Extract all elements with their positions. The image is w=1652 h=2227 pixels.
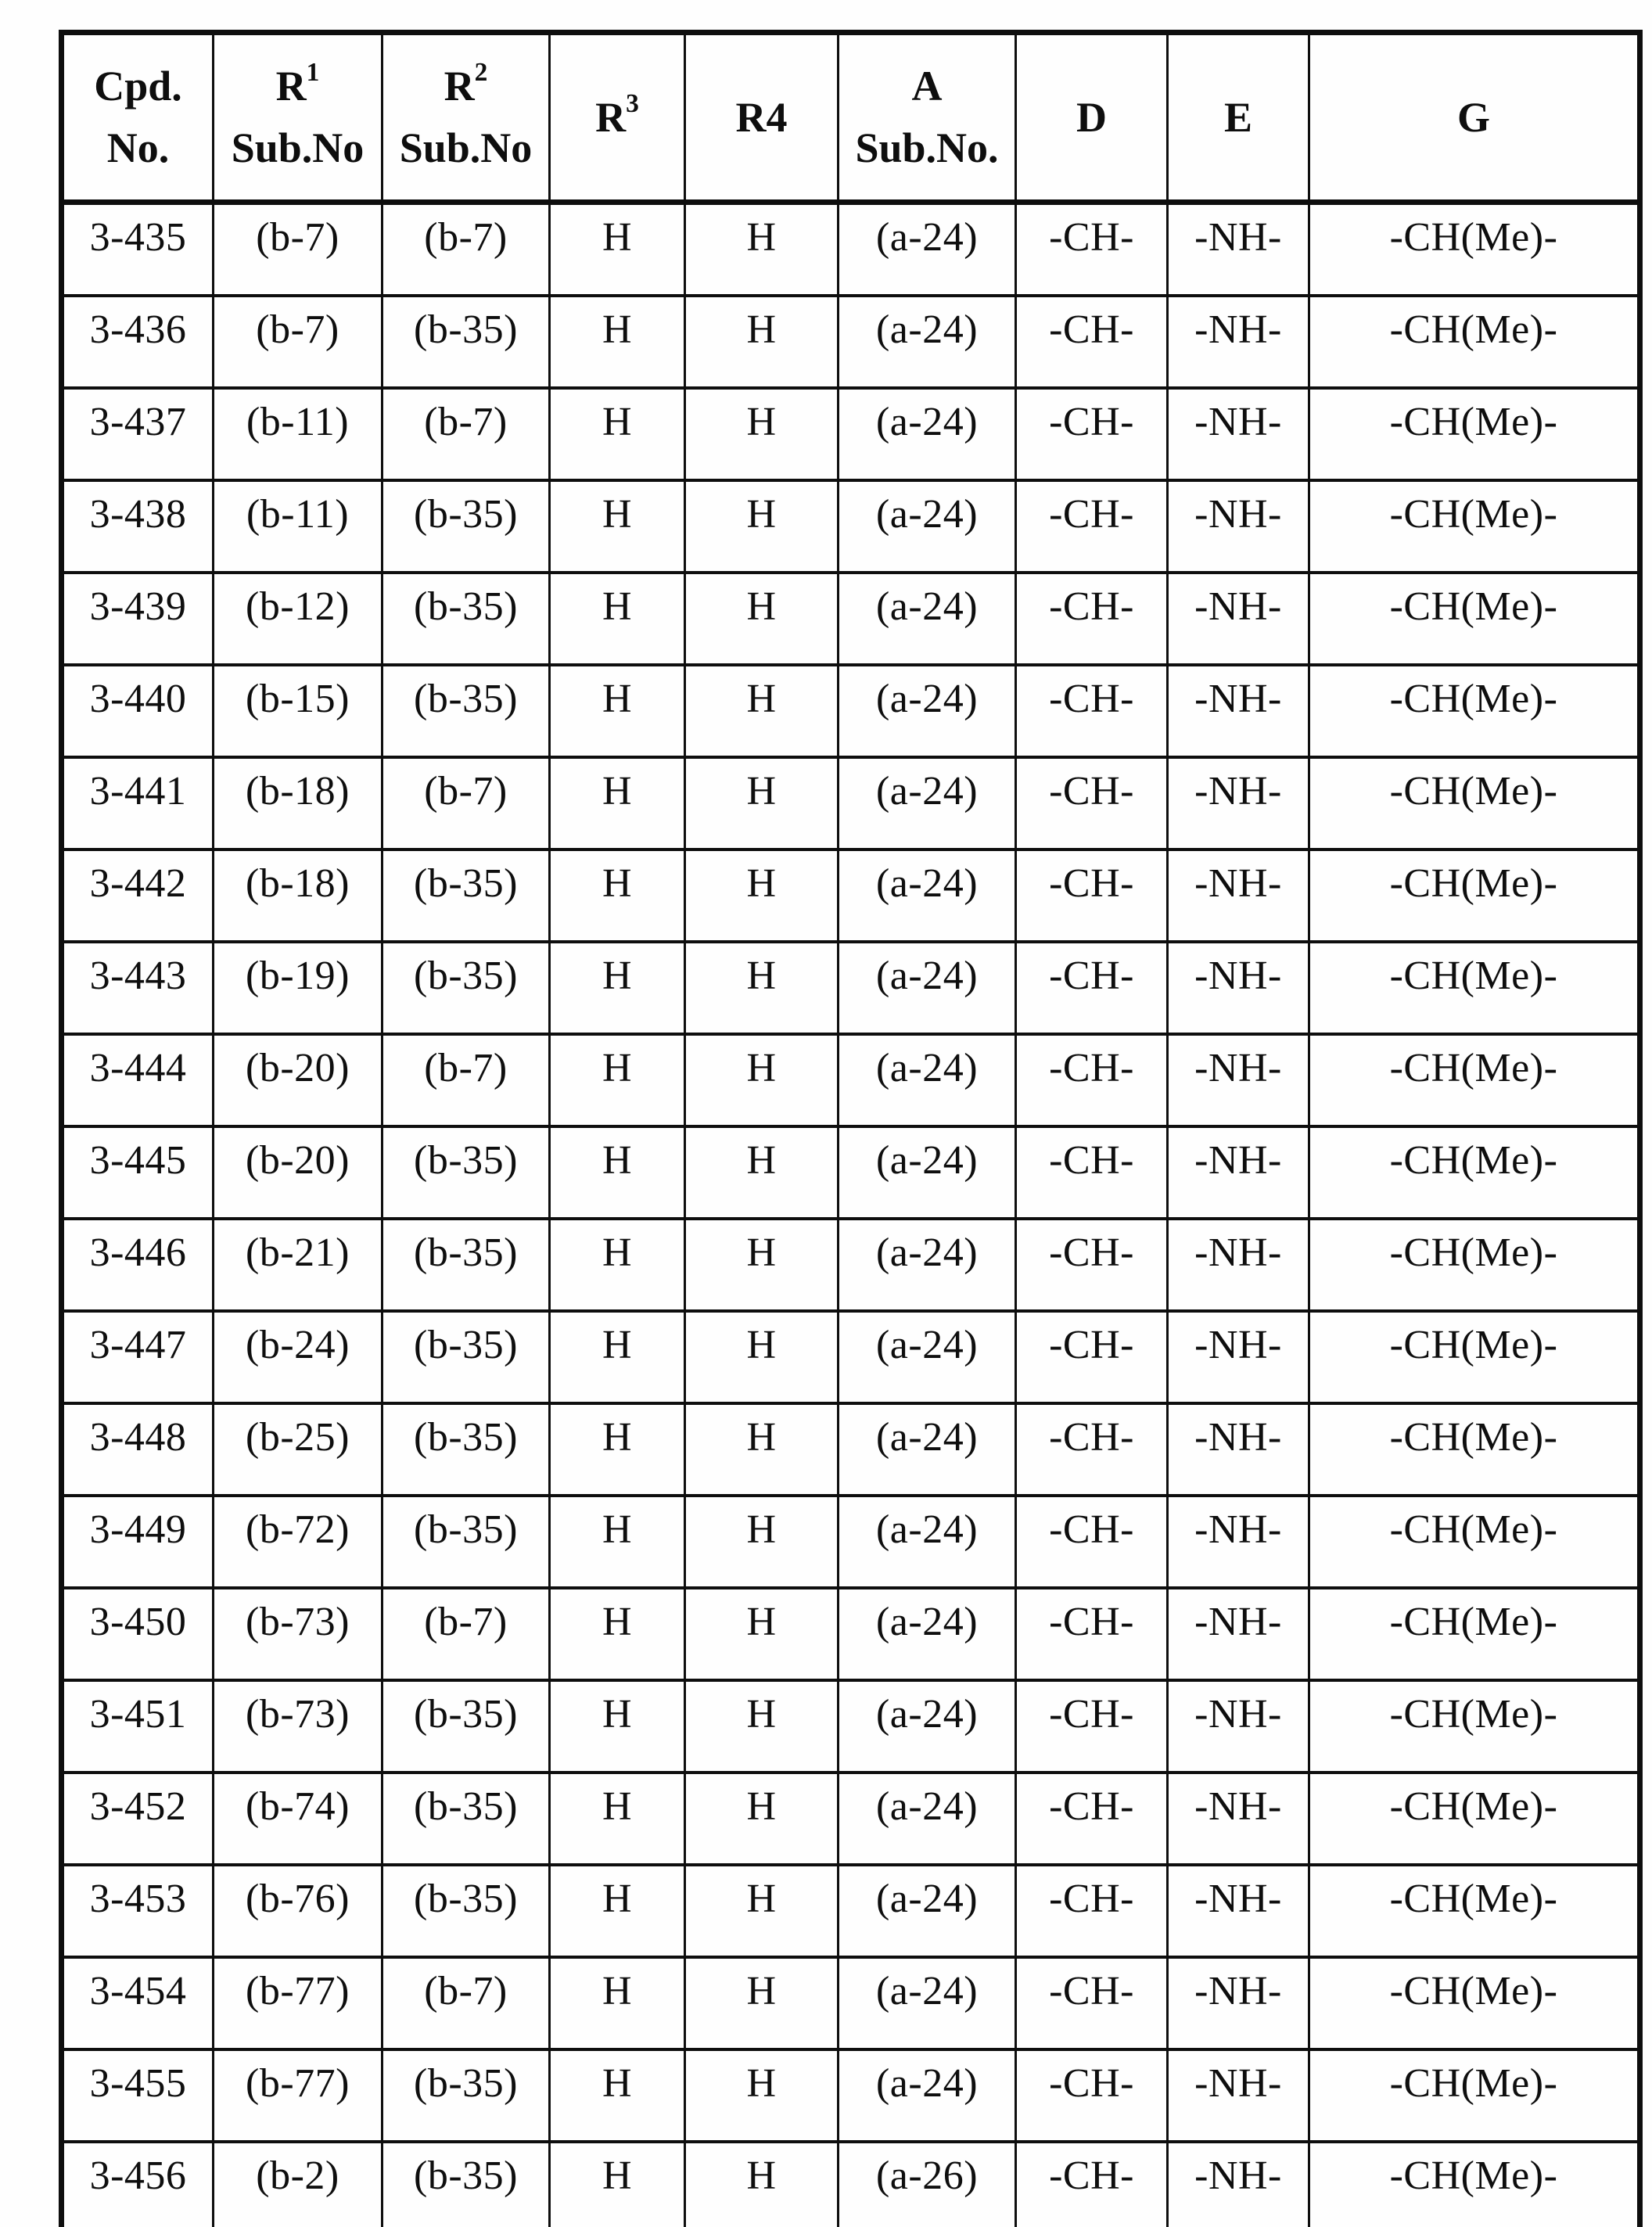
header-g-label: G bbox=[1456, 93, 1490, 141]
table-cell: -CH(Me)- bbox=[1309, 2142, 1640, 2227]
table-cell: (b-73) bbox=[214, 1588, 382, 1680]
table-row bbox=[62, 1680, 1640, 1773]
table-cell: (b-35) bbox=[382, 2049, 550, 2142]
header-e bbox=[1168, 33, 1309, 203]
table-cell: -NH- bbox=[1168, 573, 1309, 665]
table-cell: (a-24) bbox=[839, 203, 1016, 296]
table-cell: -CH- bbox=[1016, 2049, 1168, 2142]
header-a-subno bbox=[839, 33, 1016, 203]
table-cell: H bbox=[685, 1403, 839, 1496]
table-cell: (b-11) bbox=[214, 480, 382, 573]
table-cell: 3-448 bbox=[62, 1403, 214, 1496]
table-cell: -CH(Me)- bbox=[1309, 296, 1640, 388]
table-cell: 3-435 bbox=[62, 203, 214, 296]
table-cell: H bbox=[685, 203, 839, 296]
table-cell: -NH- bbox=[1168, 2049, 1309, 2142]
table-cell: 3-454 bbox=[62, 1957, 214, 2049]
table-cell: -CH(Me)- bbox=[1309, 1496, 1640, 1588]
table-cell: (b-25) bbox=[214, 1403, 382, 1496]
header-a-line2: Sub.No. bbox=[855, 124, 999, 171]
table-row bbox=[62, 1588, 1640, 1680]
header-r3-sup: 3 bbox=[626, 88, 639, 118]
table-cell: (b-35) bbox=[382, 665, 550, 757]
table-cell: -CH(Me)- bbox=[1309, 1865, 1640, 1957]
table-cell: H bbox=[550, 388, 685, 480]
table-cell: (a-24) bbox=[839, 1588, 1016, 1680]
table-cell: -NH- bbox=[1168, 942, 1309, 1034]
table-cell: (b-35) bbox=[382, 942, 550, 1034]
table-cell: (b-21) bbox=[214, 1219, 382, 1311]
table-cell: 3-436 bbox=[62, 296, 214, 388]
table-cell: (b-18) bbox=[214, 757, 382, 849]
table-cell: 3-447 bbox=[62, 1311, 214, 1403]
table-row bbox=[62, 2142, 1640, 2227]
table-cell: 3-442 bbox=[62, 849, 214, 942]
table-cell: -CH- bbox=[1016, 1588, 1168, 1680]
table-cell: 3-456 bbox=[62, 2142, 214, 2227]
table-row bbox=[62, 388, 1640, 480]
table-cell: -CH(Me)- bbox=[1309, 1588, 1640, 1680]
table-cell: (a-24) bbox=[839, 1311, 1016, 1403]
table-cell: -CH(Me)- bbox=[1309, 757, 1640, 849]
table-cell: (b-7) bbox=[382, 388, 550, 480]
table-cell: 3-449 bbox=[62, 1496, 214, 1588]
header-r2-subno bbox=[382, 33, 550, 203]
table-row bbox=[62, 296, 1640, 388]
table-cell: H bbox=[550, 1865, 685, 1957]
table-row bbox=[62, 1496, 1640, 1588]
table-cell: H bbox=[685, 1219, 839, 1311]
table-cell: H bbox=[685, 388, 839, 480]
header-r2-label bbox=[444, 58, 488, 110]
table-cell: -CH- bbox=[1016, 1034, 1168, 1126]
table-cell: H bbox=[550, 1680, 685, 1773]
table-row bbox=[62, 942, 1640, 1034]
table-row bbox=[62, 1957, 1640, 2049]
table-cell: 3-451 bbox=[62, 1680, 214, 1773]
table-cell: -CH(Me)- bbox=[1309, 2049, 1640, 2142]
table-cell: (b-77) bbox=[214, 1957, 382, 2049]
table-cell: (b-12) bbox=[214, 573, 382, 665]
compound-table bbox=[59, 30, 1643, 2227]
table-cell: -CH(Me)- bbox=[1309, 480, 1640, 573]
table-cell: (b-20) bbox=[214, 1126, 382, 1219]
table-cell: -NH- bbox=[1168, 296, 1309, 388]
table-cell: H bbox=[550, 942, 685, 1034]
table-cell: H bbox=[685, 757, 839, 849]
table-cell: (b-76) bbox=[214, 1865, 382, 1957]
table-cell: (a-24) bbox=[839, 1403, 1016, 1496]
table-cell: (a-24) bbox=[839, 1773, 1016, 1865]
table-row bbox=[62, 1865, 1640, 1957]
header-d bbox=[1016, 33, 1168, 203]
table-cell: -CH- bbox=[1016, 1865, 1168, 1957]
table-cell: (a-24) bbox=[839, 2049, 1016, 2142]
table-row bbox=[62, 1219, 1640, 1311]
table-cell: -CH(Me)- bbox=[1309, 942, 1640, 1034]
table-cell: (b-35) bbox=[382, 1865, 550, 1957]
table-row bbox=[62, 480, 1640, 573]
header-r3-base: R bbox=[595, 93, 627, 141]
table-cell: -CH- bbox=[1016, 2142, 1168, 2227]
table-cell: -CH- bbox=[1016, 665, 1168, 757]
table-cell: H bbox=[685, 296, 839, 388]
table-cell: (b-7) bbox=[214, 296, 382, 388]
table-cell: -CH- bbox=[1016, 1311, 1168, 1403]
table-cell: -NH- bbox=[1168, 849, 1309, 942]
table-cell: (a-24) bbox=[839, 388, 1016, 480]
table-row bbox=[62, 1034, 1640, 1126]
table-row bbox=[62, 849, 1640, 942]
table-cell: -NH- bbox=[1168, 757, 1309, 849]
table-cell: -CH- bbox=[1016, 203, 1168, 296]
table-cell: H bbox=[550, 573, 685, 665]
table-cell: (a-24) bbox=[839, 665, 1016, 757]
header-r1-subno bbox=[214, 33, 382, 203]
table-cell: (a-24) bbox=[839, 573, 1016, 665]
table-cell: H bbox=[550, 1773, 685, 1865]
table-cell: -CH- bbox=[1016, 480, 1168, 573]
table-row bbox=[62, 1311, 1640, 1403]
table-cell: H bbox=[550, 1588, 685, 1680]
table-cell: H bbox=[685, 942, 839, 1034]
table-cell: -NH- bbox=[1168, 388, 1309, 480]
table-cell: (b-35) bbox=[382, 296, 550, 388]
table-cell: -CH(Me)- bbox=[1309, 573, 1640, 665]
table-cell: -NH- bbox=[1168, 1311, 1309, 1403]
table-cell: H bbox=[685, 1865, 839, 1957]
table-cell: (a-24) bbox=[839, 757, 1016, 849]
table-cell: -CH- bbox=[1016, 1496, 1168, 1588]
table-cell: -CH- bbox=[1016, 296, 1168, 388]
table-body bbox=[62, 203, 1640, 2227]
table-cell: (b-35) bbox=[382, 573, 550, 665]
table-cell: -CH(Me)- bbox=[1309, 1680, 1640, 1773]
table-cell: -CH- bbox=[1016, 1126, 1168, 1219]
header-cpd-line1: Cpd. bbox=[94, 63, 182, 110]
table-cell: -CH- bbox=[1016, 1403, 1168, 1496]
header-g bbox=[1309, 33, 1640, 203]
table-cell: H bbox=[685, 1311, 839, 1403]
table-cell: H bbox=[550, 296, 685, 388]
table-cell: (b-11) bbox=[214, 388, 382, 480]
table-cell: (b-77) bbox=[214, 2049, 382, 2142]
table-cell: -CH- bbox=[1016, 757, 1168, 849]
table-cell: H bbox=[550, 757, 685, 849]
table-cell: H bbox=[685, 1680, 839, 1773]
table-cell: (a-24) bbox=[839, 1034, 1016, 1126]
table-cell: H bbox=[685, 573, 839, 665]
table-cell: (a-24) bbox=[839, 296, 1016, 388]
table-cell: -NH- bbox=[1168, 1034, 1309, 1126]
table-cell: (b-20) bbox=[214, 1034, 382, 1126]
table-cell: -CH- bbox=[1016, 1680, 1168, 1773]
table-cell: (b-7) bbox=[382, 757, 550, 849]
table-row bbox=[62, 1773, 1640, 1865]
table-cell: (a-24) bbox=[839, 1957, 1016, 2049]
table-cell: (b-35) bbox=[382, 1311, 550, 1403]
table-row bbox=[62, 1403, 1640, 1496]
table-cell: (b-74) bbox=[214, 1773, 382, 1865]
header-r4 bbox=[685, 33, 839, 203]
table-cell: H bbox=[685, 1773, 839, 1865]
table-cell: (a-24) bbox=[839, 1219, 1016, 1311]
table-cell: (a-24) bbox=[839, 480, 1016, 573]
table-cell: H bbox=[550, 1496, 685, 1588]
header-cpd-no bbox=[62, 33, 214, 203]
header-r4-label: R4 bbox=[735, 93, 788, 141]
table-cell: -CH- bbox=[1016, 1773, 1168, 1865]
table-cell: H bbox=[550, 1403, 685, 1496]
table-cell: -NH- bbox=[1168, 1126, 1309, 1219]
table-cell: (b-35) bbox=[382, 1773, 550, 1865]
table-cell: (a-24) bbox=[839, 942, 1016, 1034]
table-cell: -NH- bbox=[1168, 1496, 1309, 1588]
table-cell: (b-35) bbox=[382, 1219, 550, 1311]
table-cell: 3-439 bbox=[62, 573, 214, 665]
header-r1-label bbox=[275, 58, 320, 110]
table-cell: (a-26) bbox=[839, 2142, 1016, 2227]
table-cell: H bbox=[550, 1034, 685, 1126]
table-cell: (b-15) bbox=[214, 665, 382, 757]
header-r3 bbox=[550, 33, 685, 203]
table-cell: H bbox=[685, 2142, 839, 2227]
table-cell: 3-450 bbox=[62, 1588, 214, 1680]
table-row bbox=[62, 2049, 1640, 2142]
table-cell: H bbox=[550, 665, 685, 757]
table-cell: -CH(Me)- bbox=[1309, 1034, 1640, 1126]
table-cell: -NH- bbox=[1168, 2142, 1309, 2227]
table-cell: (b-7) bbox=[214, 203, 382, 296]
header-r2-line2: Sub.No bbox=[399, 124, 533, 171]
table-cell: -CH(Me)- bbox=[1309, 1126, 1640, 1219]
header-d-label: D bbox=[1076, 93, 1107, 141]
table-cell: -CH(Me)- bbox=[1309, 203, 1640, 296]
table-cell: -NH- bbox=[1168, 1680, 1309, 1773]
table-cell: -CH(Me)- bbox=[1309, 1219, 1640, 1311]
table-cell: 3-441 bbox=[62, 757, 214, 849]
table-cell: H bbox=[550, 1126, 685, 1219]
table-cell: -CH- bbox=[1016, 1957, 1168, 2049]
table-cell: H bbox=[550, 2049, 685, 2142]
header-e-label: E bbox=[1223, 93, 1253, 141]
table-cell: H bbox=[550, 2142, 685, 2227]
table-cell: (b-35) bbox=[382, 849, 550, 942]
table-cell: H bbox=[550, 1311, 685, 1403]
table-cell: -CH(Me)- bbox=[1309, 1957, 1640, 2049]
header-r1-base: R bbox=[275, 63, 307, 110]
table-cell: 3-453 bbox=[62, 1865, 214, 1957]
header-r2-base: R bbox=[444, 63, 475, 110]
table-cell: H bbox=[685, 480, 839, 573]
table-cell: 3-440 bbox=[62, 665, 214, 757]
table-cell: H bbox=[685, 665, 839, 757]
table-cell: -NH- bbox=[1168, 1773, 1309, 1865]
table-cell: H bbox=[685, 1957, 839, 2049]
table-cell: 3-438 bbox=[62, 480, 214, 573]
header-a-line1: A bbox=[911, 63, 943, 110]
table-cell: H bbox=[685, 1496, 839, 1588]
table-cell: -NH- bbox=[1168, 1588, 1309, 1680]
table-cell: -CH(Me)- bbox=[1309, 1311, 1640, 1403]
table-cell: (a-24) bbox=[839, 1126, 1016, 1219]
header-row bbox=[62, 33, 1640, 203]
table-cell: -NH- bbox=[1168, 1219, 1309, 1311]
table-cell: (b-19) bbox=[214, 942, 382, 1034]
table-cell: (b-35) bbox=[382, 1680, 550, 1773]
table-cell: 3-446 bbox=[62, 1219, 214, 1311]
table-cell: (b-35) bbox=[382, 1126, 550, 1219]
table-cell: -CH- bbox=[1016, 573, 1168, 665]
table-cell: -CH(Me)- bbox=[1309, 1773, 1640, 1865]
table-cell: -CH- bbox=[1016, 849, 1168, 942]
header-r3-label bbox=[595, 88, 639, 141]
table-cell: (b-7) bbox=[382, 1957, 550, 2049]
table-cell: -NH- bbox=[1168, 480, 1309, 573]
table-cell: H bbox=[550, 203, 685, 296]
table-row bbox=[62, 665, 1640, 757]
table-cell: (b-73) bbox=[214, 1680, 382, 1773]
table-cell: 3-444 bbox=[62, 1034, 214, 1126]
table-cell: (b-7) bbox=[382, 1588, 550, 1680]
table-cell: (a-24) bbox=[839, 849, 1016, 942]
table-cell: H bbox=[685, 1588, 839, 1680]
table-cell: (a-24) bbox=[839, 1865, 1016, 1957]
table-cell: H bbox=[685, 1034, 839, 1126]
table-cell: -CH(Me)- bbox=[1309, 849, 1640, 942]
table-cell: -NH- bbox=[1168, 203, 1309, 296]
table-cell: H bbox=[685, 1126, 839, 1219]
header-r1-sup: 1 bbox=[306, 58, 320, 88]
table-cell: (b-35) bbox=[382, 2142, 550, 2227]
table-cell: H bbox=[550, 1957, 685, 2049]
header-cpd-line2: No. bbox=[106, 124, 170, 171]
table-header bbox=[62, 33, 1640, 203]
table-cell: (a-24) bbox=[839, 1680, 1016, 1773]
table-cell: -NH- bbox=[1168, 1865, 1309, 1957]
table-cell: (b-18) bbox=[214, 849, 382, 942]
table-cell: 3-437 bbox=[62, 388, 214, 480]
header-r1-line2: Sub.No bbox=[231, 124, 365, 171]
table-cell: -CH(Me)- bbox=[1309, 665, 1640, 757]
table-cell: (b-7) bbox=[382, 1034, 550, 1126]
table-cell: 3-443 bbox=[62, 942, 214, 1034]
table-cell: -NH- bbox=[1168, 1957, 1309, 2049]
table-cell: (b-24) bbox=[214, 1311, 382, 1403]
table-cell: H bbox=[550, 849, 685, 942]
table-row bbox=[62, 203, 1640, 296]
table-cell: -CH- bbox=[1016, 942, 1168, 1034]
table-cell: (b-2) bbox=[214, 2142, 382, 2227]
table-cell: 3-455 bbox=[62, 2049, 214, 2142]
table-row bbox=[62, 757, 1640, 849]
table-cell: -CH(Me)- bbox=[1309, 388, 1640, 480]
table-row bbox=[62, 573, 1640, 665]
table-cell: H bbox=[550, 480, 685, 573]
table-cell: 3-452 bbox=[62, 1773, 214, 1865]
table-row bbox=[62, 1126, 1640, 1219]
table-cell: (b-35) bbox=[382, 480, 550, 573]
table-cell: (a-24) bbox=[839, 1496, 1016, 1588]
table-cell: H bbox=[685, 2049, 839, 2142]
table-cell: (b-35) bbox=[382, 1403, 550, 1496]
table-cell: H bbox=[550, 1219, 685, 1311]
table-cell: (b-7) bbox=[382, 203, 550, 296]
table-cell: -NH- bbox=[1168, 665, 1309, 757]
table-cell: -CH- bbox=[1016, 388, 1168, 480]
table-cell: H bbox=[685, 849, 839, 942]
table-cell: -CH- bbox=[1016, 1219, 1168, 1311]
table-cell: (b-72) bbox=[214, 1496, 382, 1588]
header-r2-sup: 2 bbox=[474, 58, 488, 88]
table-cell: 3-445 bbox=[62, 1126, 214, 1219]
table-cell: -CH(Me)- bbox=[1309, 1403, 1640, 1496]
table-cell: (b-35) bbox=[382, 1496, 550, 1588]
table-cell: -NH- bbox=[1168, 1403, 1309, 1496]
